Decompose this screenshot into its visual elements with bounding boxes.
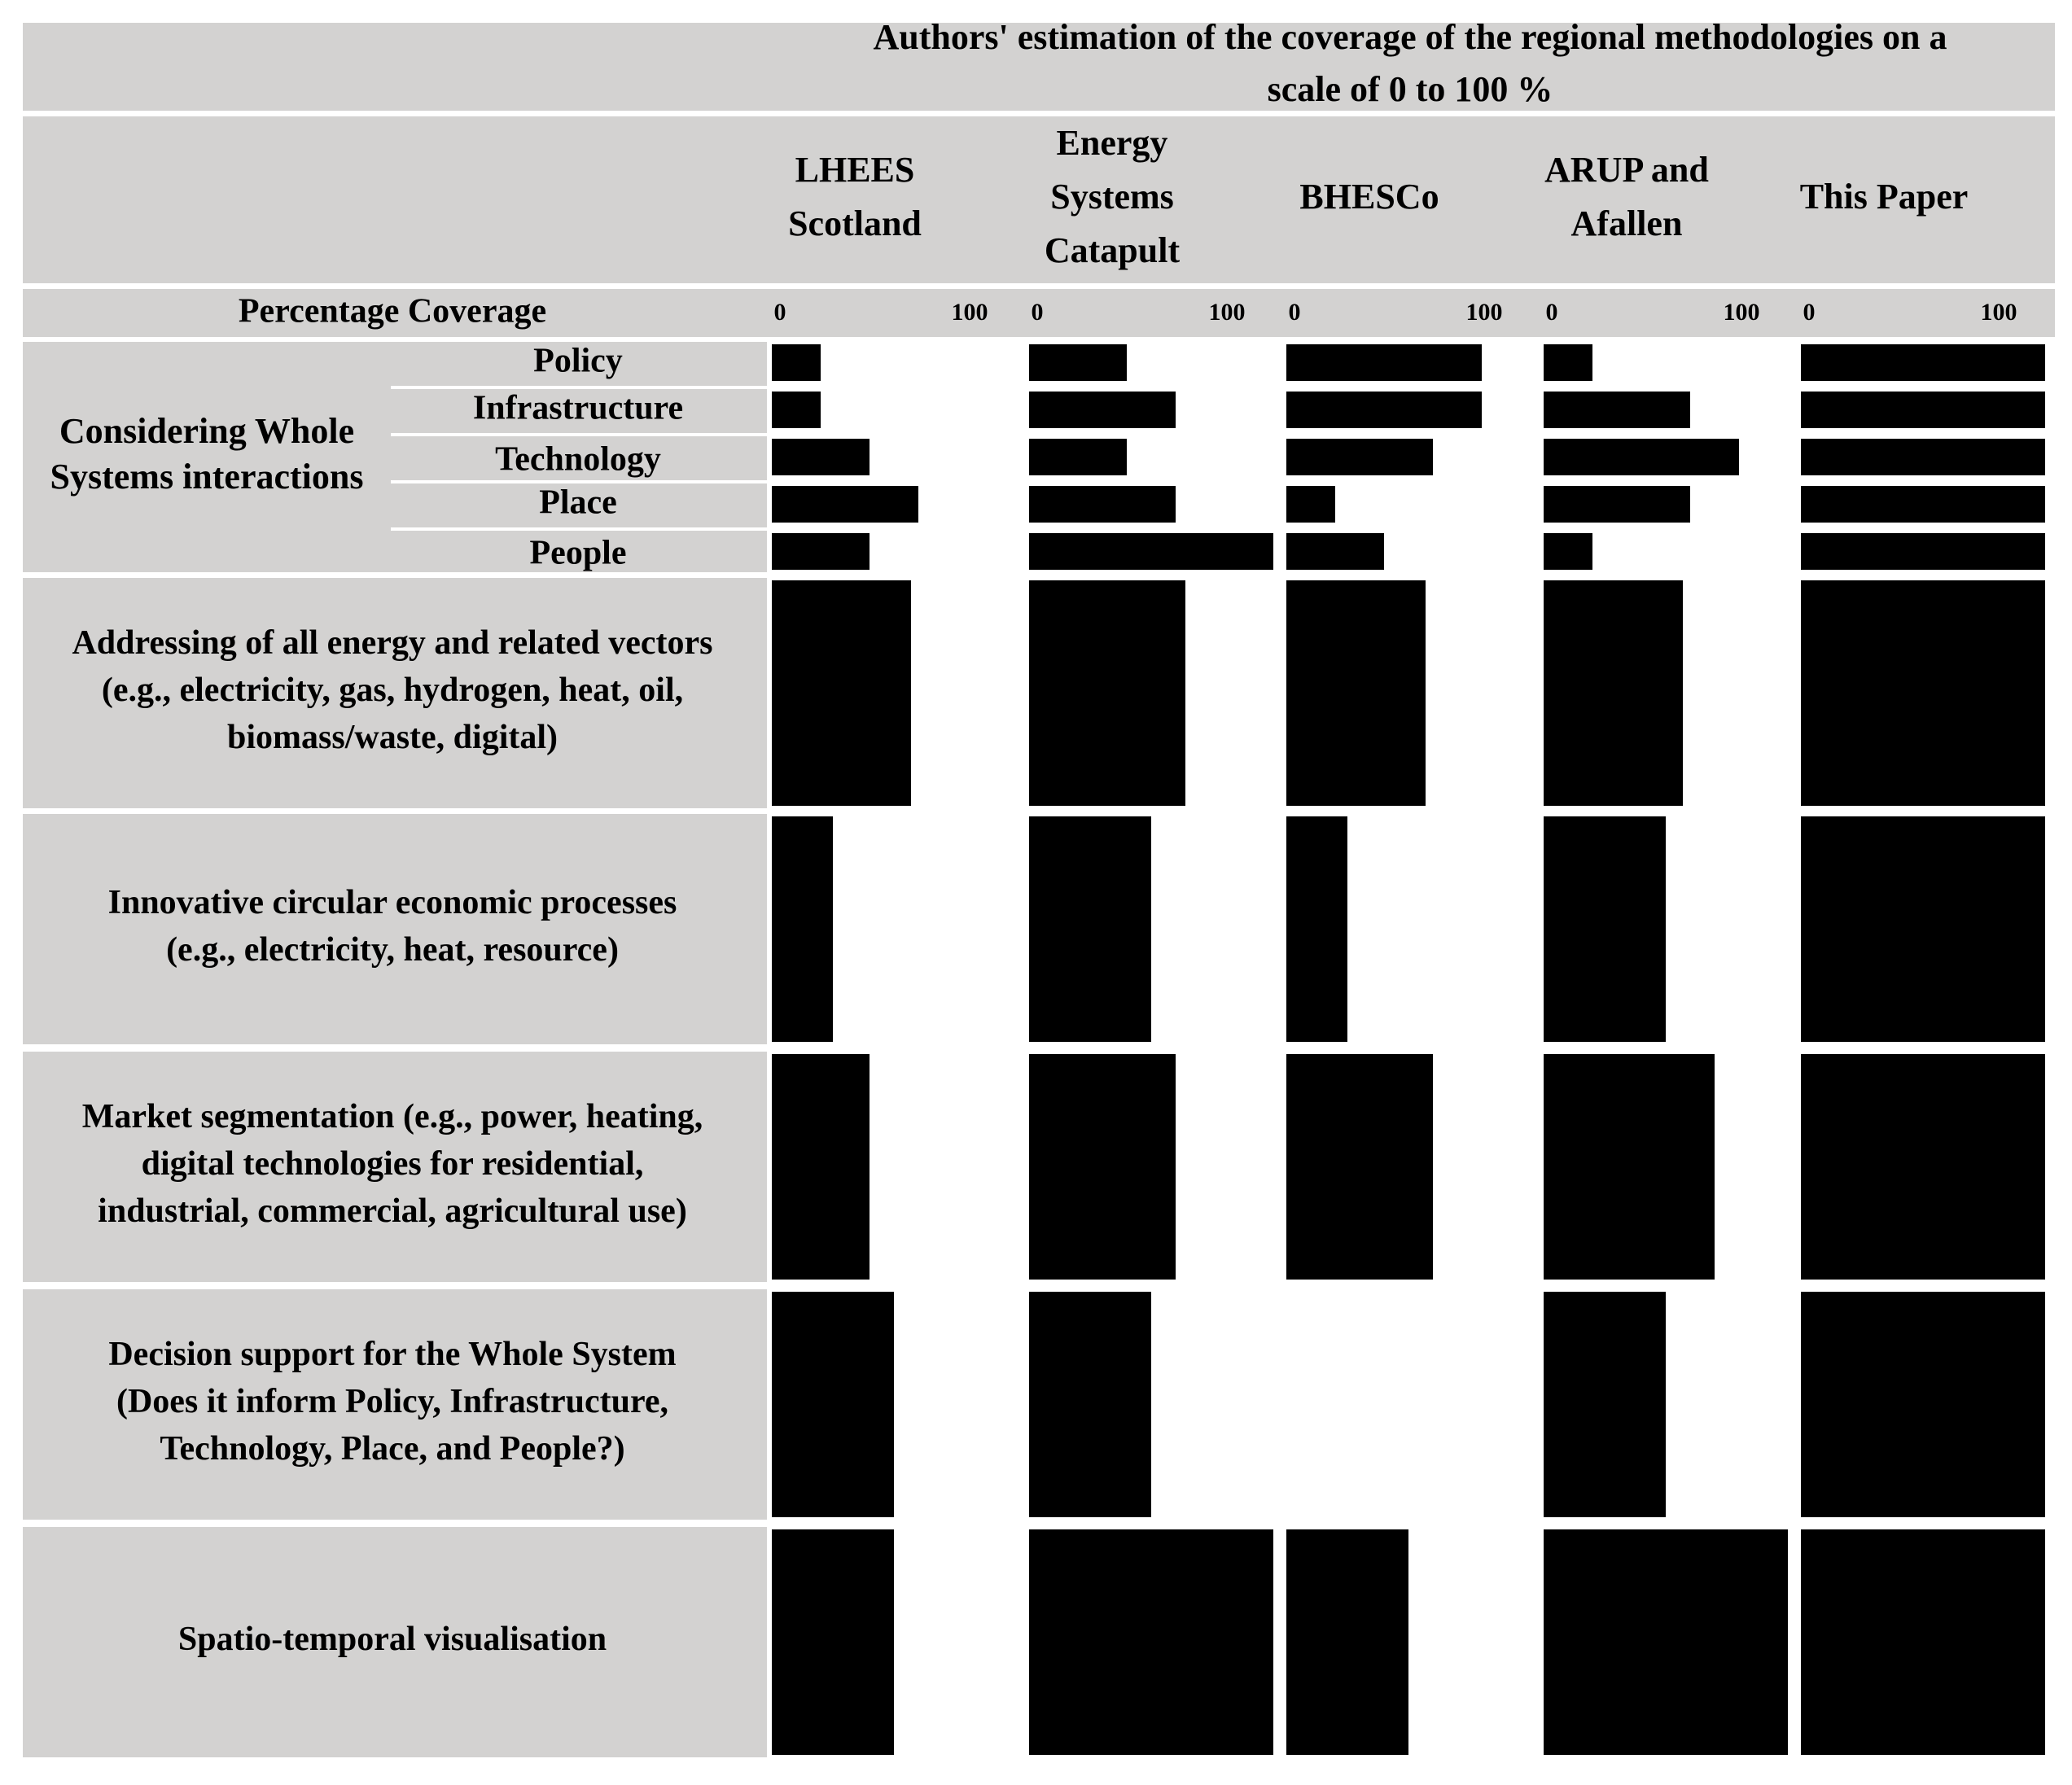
row-label: Innovative circular economic processes <box>107 884 677 922</box>
axis-tick-label: 100 <box>1723 298 1760 326</box>
coverage-bar <box>1286 439 1433 475</box>
whole-systems-label: Considering Whole <box>59 411 355 452</box>
coverage-bar <box>1544 1054 1715 1280</box>
coverage-bar <box>1544 816 1666 1042</box>
coverage-bar <box>1286 533 1384 570</box>
coverage-bar <box>772 392 821 428</box>
row-label: (e.g., electricity, heat, resource) <box>166 931 619 969</box>
coverage-bars <box>772 344 2045 1755</box>
row-label: (Does it inform Policy, Infrastructure, <box>116 1383 669 1421</box>
axis-tick-label: 100 <box>1208 298 1246 326</box>
methodology-name: BHESCo <box>1299 177 1439 217</box>
sub-row-separator <box>391 433 767 436</box>
coverage-bar <box>1029 344 1127 381</box>
coverage-bar <box>1029 1054 1176 1280</box>
axis-tick-label: 0 <box>1288 298 1301 326</box>
coverage-bar <box>1286 1054 1433 1280</box>
row-label: (e.g., electricity, gas, hydrogen, heat, oil, <box>101 672 684 710</box>
methodology-name: Afallen <box>1570 203 1683 244</box>
coverage-bar <box>1801 816 2045 1042</box>
coverage-bar <box>1544 533 1592 570</box>
coverage-bar <box>772 533 870 570</box>
coverage-bar <box>1029 486 1176 523</box>
axis-tick-label: 100 <box>1980 298 2017 326</box>
coverage-bar <box>1029 580 1185 806</box>
coverage-bar <box>1029 439 1127 475</box>
coverage-bar <box>1544 439 1739 475</box>
row-label: People <box>529 534 627 572</box>
coverage-bar <box>772 816 833 1042</box>
coverage-bar <box>1801 1529 2045 1755</box>
chart-title: scale of 0 to 100 % <box>1267 69 1553 110</box>
methodology-name: Energy <box>1056 123 1168 164</box>
axis-tick-label: 100 <box>951 298 988 326</box>
coverage-bar <box>1801 580 2045 806</box>
sub-row-separator <box>391 480 767 483</box>
coverage-bar <box>772 439 870 475</box>
coverage-bar <box>772 1292 894 1517</box>
row-label: Infrastructure <box>472 389 684 427</box>
sub-row-separator <box>391 386 767 389</box>
coverage-bar <box>1801 439 2045 475</box>
chart-title: Authors' estimation of the coverage of the regional methodologies on a <box>873 17 1947 58</box>
axis-tick-label: 0 <box>1803 298 1816 326</box>
coverage-bar <box>1801 344 2045 381</box>
coverage-bar <box>1801 533 2045 570</box>
row-label: digital technologies for residential, <box>141 1145 644 1183</box>
coverage-bar <box>772 486 918 523</box>
coverage-bar <box>1544 392 1690 428</box>
axis-tick-label: 0 <box>1031 298 1044 326</box>
coverage-bar <box>1286 486 1335 523</box>
coverage-bar <box>1544 344 1592 381</box>
coverage-bar <box>772 1054 870 1280</box>
coverage-bar <box>1029 1529 1273 1755</box>
coverage-bar <box>1286 580 1426 806</box>
methodology-name: LHEES <box>795 150 915 190</box>
coverage-bar <box>1801 1054 2045 1280</box>
coverage-bar <box>1544 580 1683 806</box>
coverage-bar <box>1801 486 2045 523</box>
coverage-bar <box>1801 1292 2045 1517</box>
methodology-header-band <box>23 116 2055 283</box>
axis-tick-label: 100 <box>1465 298 1503 326</box>
methodology-name: Catapult <box>1044 230 1181 271</box>
coverage-bar <box>1029 1292 1151 1517</box>
row-label: Decision support for the Whole System <box>108 1336 677 1374</box>
row-label: Market segmentation (e.g., power, heating, <box>81 1098 703 1136</box>
row-label: Technology, Place, and People?) <box>160 1430 625 1468</box>
coverage-bar <box>1286 816 1347 1042</box>
axis-tick-label: 0 <box>1545 298 1558 326</box>
row-label: Spatio-temporal visualisation <box>177 1621 607 1659</box>
row-label-panel <box>23 814 767 1044</box>
row-label: Addressing of all energy and related vectors <box>72 624 713 663</box>
coverage-bar <box>772 344 821 381</box>
coverage-bar <box>1286 392 1482 428</box>
coverage-bar <box>772 1529 894 1755</box>
coverage-bar <box>1286 1529 1408 1755</box>
methodology-name: This Paper <box>1799 177 1969 217</box>
methodology-name: ARUP and <box>1544 150 1709 190</box>
coverage-bar <box>1544 1529 1788 1755</box>
row-label: biomass/waste, digital) <box>226 719 559 757</box>
coverage-bar <box>1029 392 1176 428</box>
coverage-bar <box>1029 816 1151 1042</box>
coverage-bar <box>772 580 911 806</box>
percentage-coverage-label: Percentage Coverage <box>238 292 547 330</box>
sub-row-separator <box>391 527 767 531</box>
axis-tick-label: 0 <box>773 298 786 326</box>
methodology-name: Scotland <box>788 203 922 244</box>
coverage-bar <box>1544 486 1690 523</box>
coverage-bar <box>1286 344 1482 381</box>
coverage-bar <box>1801 392 2045 428</box>
methodology-name: Systems <box>1050 177 1174 217</box>
row-label: Policy <box>533 342 623 380</box>
coverage-bar <box>1029 533 1273 570</box>
whole-systems-label: Systems interactions <box>50 457 364 497</box>
row-label: Place <box>539 483 617 522</box>
row-label: industrial, commercial, agricultural use) <box>98 1192 687 1231</box>
row-label: Technology <box>495 440 661 479</box>
coverage-bar <box>1544 1292 1666 1517</box>
